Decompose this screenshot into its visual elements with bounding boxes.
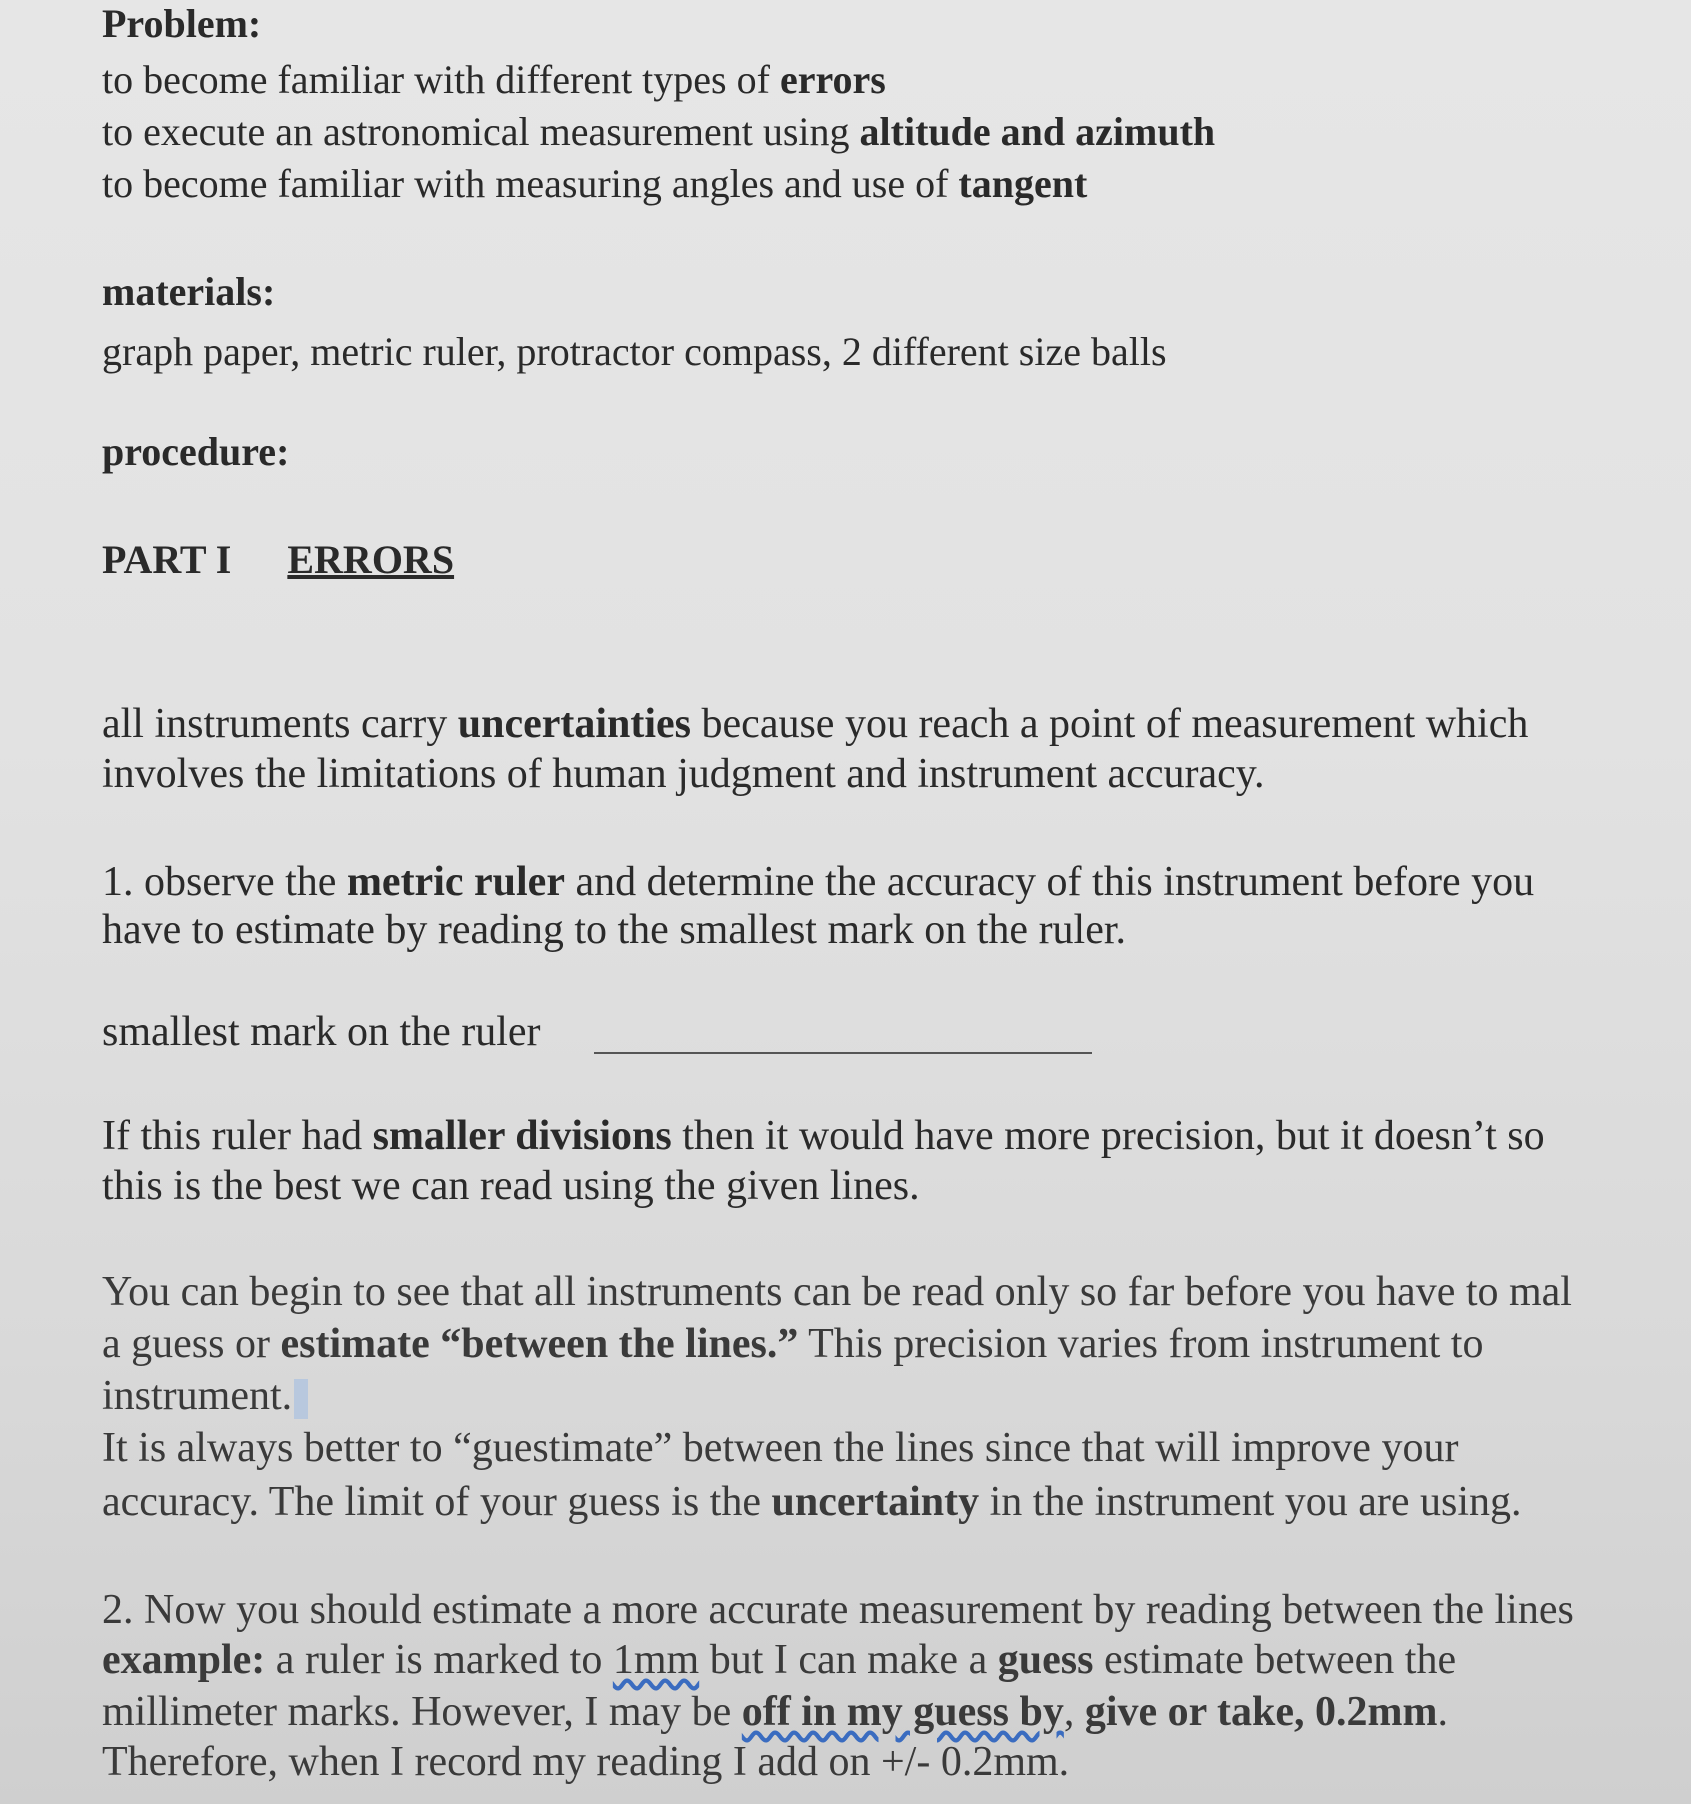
guess-line-4: It is always better to “guestimate” between the lines since that will improve your — [102, 1425, 1459, 1471]
part-heading: PART I ERRORS — [102, 537, 455, 582]
spellcheck-1mm[interactable]: 1mm — [612, 1637, 700, 1683]
guess-line-1: You can begin to see that all instruments can be read only so far before you have to mal — [102, 1269, 1572, 1315]
problem-heading: Problem: — [102, 1, 262, 46]
guess-line-3: instrument. — [102, 1372, 308, 1420]
smallest-mark-label: smallest mark on the ruler — [102, 1009, 541, 1055]
step1-line-2: have to estimate by reading to the smallest mark on the ruler. — [102, 907, 1127, 953]
intro-line-1: all instruments carry uncertainties because you reach a point of measurement which — [102, 701, 1529, 747]
guess-line-5: accuracy. The limit of your guess is the uncertainty in the instrument you are using. — [102, 1479, 1522, 1525]
procedure-heading: procedure: — [102, 429, 290, 474]
step2-line-4: Therefore, when I record my reading I add on +/- 0.2mm. — [102, 1739, 1070, 1785]
problem-line-1: to become familiar with different types of errors — [102, 57, 886, 102]
text-cursor-highlight — [294, 1379, 308, 1419]
grammar-check-phrase[interactable]: off in my guess by — [741, 1689, 1064, 1735]
materials-text: graph paper, metric ruler, protractor compass, 2 different size balls — [102, 329, 1167, 374]
step2-line-1: 2. Now you should estimate a more accurate measurement by reading between the lines — [102, 1587, 1574, 1633]
smallest-mark-answer-line[interactable] — [594, 1052, 1092, 1054]
step1-line-1: 1. observe the metric ruler and determine the accuracy of this instrument before you — [102, 859, 1535, 905]
step2-line-2: example: a ruler is marked to 1mm but I can make a guess estimate between the — [102, 1637, 1457, 1683]
problem-line-3: to become familiar with measuring angles and use of tangent — [102, 161, 1088, 206]
intro-line-2: involves the limitations of human judgment and instrument accuracy. — [102, 751, 1265, 797]
divisions-line-2: this is the best we can read using the given lines. — [102, 1163, 920, 1209]
part-title: ERRORS — [287, 537, 455, 582]
divisions-line-1: If this ruler had smaller divisions then it would have more precision, but it doesn’t so — [102, 1113, 1545, 1159]
guess-line-2: a guess or estimate “between the lines.” This precision varies from instrument to — [102, 1321, 1484, 1367]
problem-line-2: to execute an astronomical measurement using altitude and azimuth — [102, 109, 1216, 154]
materials-heading: materials: — [102, 269, 276, 314]
step2-line-3: millimeter marks. However, I may be off in my guess by, give or take, 0.2mm. — [102, 1689, 1448, 1735]
